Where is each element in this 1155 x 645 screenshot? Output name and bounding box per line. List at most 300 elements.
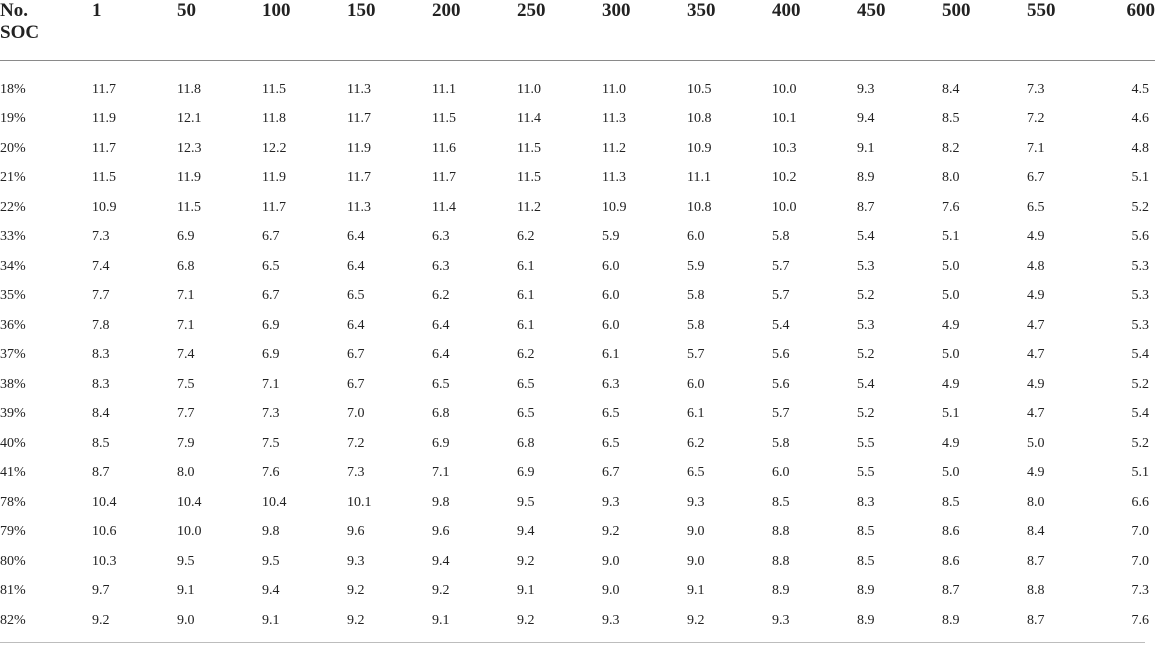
value-cell: 11.1: [432, 81, 456, 97]
value-cell: 10.8: [687, 111, 712, 127]
value-cell: 6.8: [177, 258, 195, 274]
value-cell: 11.3: [347, 199, 371, 215]
value-cell: 6.5: [347, 288, 365, 304]
column-header-cycle: 400: [772, 0, 857, 61]
value-cell: 9.3: [602, 494, 620, 510]
value-cell: 11.7: [432, 170, 456, 186]
value-cell: 10.4: [177, 494, 202, 510]
soc-label-cell: 18%: [0, 81, 26, 97]
value-cell: 5.9: [687, 258, 705, 274]
value-cell: 6.5: [687, 465, 705, 481]
column-header-cycle: 450: [857, 0, 942, 61]
value-cell: 10.6: [92, 524, 117, 540]
value-cell: 5.1: [942, 229, 960, 245]
value-cell: 6.8: [432, 406, 450, 422]
value-cell: 5.5: [857, 435, 875, 451]
value-cell: 8.2: [942, 140, 960, 156]
value-cell: 9.6: [432, 524, 450, 540]
value-cell: 8.0: [177, 465, 195, 481]
value-cell: 5.2: [857, 347, 875, 363]
value-cell: 9.1: [177, 583, 195, 599]
table-row: [0, 577, 1155, 607]
value-cell: 9.8: [432, 494, 450, 510]
value-cell: 6.9: [177, 229, 195, 245]
value-cell: 4.9: [1027, 465, 1045, 481]
value-cell: 6.5: [602, 406, 620, 422]
soc-label-cell: 81%: [0, 583, 26, 599]
value-cell: 11.3: [602, 170, 626, 186]
value-cell: 8.9: [772, 583, 790, 599]
value-cell: 6.0: [602, 317, 620, 333]
value-cell: 5.7: [772, 258, 790, 274]
value-cell: 8.3: [92, 347, 110, 363]
value-cell: 8.7: [942, 583, 960, 599]
value-cell: 12.2: [262, 140, 287, 156]
value-cell: 7.6: [942, 199, 960, 215]
table-row: [0, 370, 1155, 400]
value-cell: 6.5: [517, 376, 535, 392]
value-cell: 8.3: [92, 376, 110, 392]
value-cell: 6.5: [432, 376, 450, 392]
value-cell: 5.3: [1131, 258, 1149, 274]
value-cell: 11.4: [432, 199, 456, 215]
value-cell: 6.6: [1131, 494, 1149, 510]
value-cell: 6.5: [1027, 199, 1045, 215]
value-cell: 7.1: [1027, 140, 1045, 156]
value-cell: 9.0: [602, 583, 620, 599]
value-cell: 7.9: [177, 435, 195, 451]
value-cell: 10.0: [772, 81, 797, 97]
value-cell: 6.3: [432, 229, 450, 245]
value-cell: 5.3: [857, 258, 875, 274]
value-cell: 8.5: [942, 494, 960, 510]
value-cell: 5.6: [772, 347, 790, 363]
value-cell: 8.4: [92, 406, 110, 422]
value-cell: 9.2: [517, 612, 535, 628]
value-cell: 7.5: [262, 435, 280, 451]
value-cell: 9.5: [517, 494, 535, 510]
value-cell: 8.5: [857, 553, 875, 569]
value-cell: 7.1: [432, 465, 450, 481]
value-cell: 7.1: [262, 376, 280, 392]
column-header-cycle: 300: [602, 0, 687, 61]
soc-label-cell: 37%: [0, 347, 26, 363]
value-cell: 10.3: [92, 553, 117, 569]
value-cell: 6.1: [517, 288, 535, 304]
value-cell: 7.8: [92, 317, 110, 333]
table-row: [0, 223, 1155, 253]
value-cell: 4.8: [1131, 140, 1149, 156]
value-cell: 11.7: [92, 81, 116, 97]
value-cell: 9.0: [687, 524, 705, 540]
value-cell: 4.9: [1027, 376, 1045, 392]
value-cell: 4.8: [1027, 258, 1045, 274]
value-cell: 6.4: [347, 317, 365, 333]
value-cell: 8.0: [1027, 494, 1045, 510]
value-cell: 5.3: [857, 317, 875, 333]
value-cell: 5.7: [687, 347, 705, 363]
value-cell: 7.1: [177, 317, 195, 333]
value-cell: 5.2: [857, 406, 875, 422]
value-cell: 7.5: [177, 376, 195, 392]
value-cell: 6.5: [517, 406, 535, 422]
value-cell: 10.2: [772, 170, 797, 186]
value-cell: 4.7: [1027, 347, 1045, 363]
table-row: [0, 429, 1155, 459]
value-cell: 9.1: [432, 612, 450, 628]
value-cell: 5.4: [857, 229, 875, 245]
soc-label-cell: 38%: [0, 376, 26, 392]
value-cell: 10.9: [687, 140, 712, 156]
value-cell: 9.4: [517, 524, 535, 540]
column-header-cycle: 200: [432, 0, 517, 61]
soc-label-cell: 40%: [0, 435, 26, 451]
value-cell: 7.6: [1131, 612, 1149, 628]
value-cell: 5.5: [857, 465, 875, 481]
value-cell: 8.8: [772, 553, 790, 569]
value-cell: 7.2: [1027, 111, 1045, 127]
value-cell: 11.7: [347, 111, 371, 127]
value-cell: 10.1: [772, 111, 797, 127]
value-cell: 10.9: [602, 199, 627, 215]
value-cell: 9.4: [262, 583, 280, 599]
value-cell: 5.0: [942, 465, 960, 481]
value-cell: 8.5: [772, 494, 790, 510]
table-row: [0, 547, 1155, 577]
soc-label-cell: 82%: [0, 612, 26, 628]
value-cell: 11.5: [262, 81, 286, 97]
value-cell: 6.9: [262, 317, 280, 333]
value-cell: 9.6: [347, 524, 365, 540]
value-cell: 9.3: [602, 612, 620, 628]
value-cell: 5.8: [772, 435, 790, 451]
value-cell: 8.4: [942, 81, 960, 97]
value-cell: 11.5: [92, 170, 116, 186]
column-header-cycle: 50: [177, 0, 262, 61]
column-header-cycle: 600: [1112, 0, 1155, 61]
value-cell: 10.5: [687, 81, 712, 97]
value-cell: 5.7: [772, 288, 790, 304]
value-cell: 5.4: [1131, 347, 1149, 363]
value-cell: 8.5: [942, 111, 960, 127]
value-cell: 11.7: [92, 140, 116, 156]
value-cell: 7.7: [92, 288, 110, 304]
header-corner-no: No.: [0, 0, 28, 21]
value-cell: 9.1: [857, 140, 875, 156]
value-cell: 5.1: [1131, 170, 1149, 186]
value-cell: 5.3: [1131, 288, 1149, 304]
value-cell: 10.4: [262, 494, 287, 510]
value-cell: 6.0: [687, 229, 705, 245]
value-cell: 5.1: [1131, 465, 1149, 481]
value-cell: 7.3: [1131, 583, 1149, 599]
value-cell: 5.4: [772, 317, 790, 333]
soc-label-cell: 33%: [0, 229, 26, 245]
value-cell: 6.4: [432, 347, 450, 363]
value-cell: 11.3: [347, 81, 371, 97]
value-cell: 11.2: [602, 140, 626, 156]
value-cell: 6.7: [262, 229, 280, 245]
header-body-spacer: [0, 61, 1155, 76]
value-cell: 6.4: [347, 258, 365, 274]
value-cell: 7.4: [92, 258, 110, 274]
value-cell: 7.3: [347, 465, 365, 481]
value-cell: 11.5: [177, 199, 201, 215]
value-cell: 6.0: [687, 376, 705, 392]
value-cell: 6.7: [347, 376, 365, 392]
value-cell: 6.8: [517, 435, 535, 451]
value-cell: 5.7: [772, 406, 790, 422]
value-cell: 5.8: [687, 317, 705, 333]
value-cell: 11.9: [262, 170, 286, 186]
value-cell: 4.6: [1131, 111, 1149, 127]
value-cell: 8.7: [92, 465, 110, 481]
value-cell: 11.9: [177, 170, 201, 186]
value-cell: 8.9: [857, 170, 875, 186]
value-cell: 11.9: [347, 140, 371, 156]
value-cell: 7.6: [262, 465, 280, 481]
value-cell: 5.4: [857, 376, 875, 392]
table-row: [0, 311, 1155, 341]
value-cell: 9.2: [92, 612, 110, 628]
table-row: [0, 252, 1155, 282]
value-cell: 8.9: [857, 612, 875, 628]
value-cell: 11.3: [602, 111, 626, 127]
value-cell: 6.9: [432, 435, 450, 451]
value-cell: 8.8: [772, 524, 790, 540]
value-cell: 10.0: [772, 199, 797, 215]
value-cell: 6.5: [262, 258, 280, 274]
value-cell: 8.7: [1027, 553, 1045, 569]
value-cell: 6.7: [262, 288, 280, 304]
value-cell: 11.0: [602, 81, 626, 97]
value-cell: 6.5: [602, 435, 620, 451]
value-cell: 7.0: [1131, 524, 1149, 540]
value-cell: 8.7: [1027, 612, 1045, 628]
value-cell: 9.2: [432, 583, 450, 599]
value-cell: 9.2: [347, 583, 365, 599]
value-cell: 9.2: [687, 612, 705, 628]
value-cell: 11.5: [517, 170, 541, 186]
value-cell: 6.2: [517, 347, 535, 363]
value-cell: 7.3: [262, 406, 280, 422]
value-cell: 8.0: [942, 170, 960, 186]
value-cell: 9.1: [517, 583, 535, 599]
value-cell: 6.1: [602, 347, 620, 363]
value-cell: 6.9: [517, 465, 535, 481]
value-cell: 11.1: [687, 170, 711, 186]
value-cell: 7.0: [347, 406, 365, 422]
value-cell: 6.1: [517, 317, 535, 333]
value-cell: 11.5: [432, 111, 456, 127]
soc-label-cell: 21%: [0, 170, 26, 186]
value-cell: 5.8: [772, 229, 790, 245]
value-cell: 9.8: [262, 524, 280, 540]
value-cell: 8.9: [942, 612, 960, 628]
value-cell: 11.7: [347, 170, 371, 186]
value-cell: 4.5: [1131, 81, 1149, 97]
value-cell: 5.2: [857, 288, 875, 304]
table-row: [0, 341, 1155, 371]
value-cell: 12.1: [177, 111, 202, 127]
table-row: [0, 193, 1155, 223]
value-cell: 6.7: [602, 465, 620, 481]
value-cell: 8.6: [942, 524, 960, 540]
value-cell: 11.9: [92, 111, 116, 127]
column-header-cycle: 250: [517, 0, 602, 61]
value-cell: 6.0: [602, 288, 620, 304]
value-cell: 12.3: [177, 140, 202, 156]
value-cell: 11.5: [517, 140, 541, 156]
value-cell: 11.0: [517, 81, 541, 97]
value-cell: 5.9: [602, 229, 620, 245]
table-row: [0, 75, 1155, 105]
column-header-cycle: 1: [92, 0, 177, 61]
value-cell: 9.0: [177, 612, 195, 628]
value-cell: 5.0: [942, 347, 960, 363]
soc-label-cell: 79%: [0, 524, 26, 540]
value-cell: 9.7: [92, 583, 110, 599]
value-cell: 11.2: [517, 199, 541, 215]
value-cell: 8.9: [857, 583, 875, 599]
value-cell: 6.1: [687, 406, 705, 422]
column-header-cycle: 550: [1027, 0, 1112, 61]
value-cell: 6.3: [602, 376, 620, 392]
value-cell: 6.4: [432, 317, 450, 333]
value-cell: 5.0: [1027, 435, 1045, 451]
value-cell: 6.9: [262, 347, 280, 363]
soc-label-cell: 22%: [0, 199, 26, 215]
soc-label-cell: 80%: [0, 553, 26, 569]
header-corner-cell: [0, 0, 92, 61]
soc-label-cell: 35%: [0, 288, 26, 304]
value-cell: 6.7: [347, 347, 365, 363]
value-cell: 11.4: [517, 111, 541, 127]
value-cell: 9.5: [262, 553, 280, 569]
value-cell: 8.7: [857, 199, 875, 215]
table-row: [0, 606, 1155, 636]
soc-label-cell: 41%: [0, 465, 26, 481]
value-cell: 4.9: [942, 435, 960, 451]
value-cell: 5.0: [942, 258, 960, 274]
header-corner-soc: SOC: [0, 22, 40, 43]
value-cell: 5.3: [1131, 317, 1149, 333]
table-row: [0, 400, 1155, 430]
value-cell: 4.7: [1027, 406, 1045, 422]
value-cell: 10.4: [92, 494, 117, 510]
value-cell: 9.1: [262, 612, 280, 628]
value-cell: 11.7: [262, 199, 286, 215]
value-cell: 5.8: [687, 288, 705, 304]
value-cell: 6.4: [347, 229, 365, 245]
table-bottom-rule: [0, 642, 1145, 643]
value-cell: 5.0: [942, 288, 960, 304]
value-cell: 6.1: [517, 258, 535, 274]
value-cell: 11.6: [432, 140, 456, 156]
value-cell: 5.2: [1131, 199, 1149, 215]
column-header-cycle: 350: [687, 0, 772, 61]
value-cell: 9.3: [772, 612, 790, 628]
value-cell: 6.3: [432, 258, 450, 274]
value-cell: 6.0: [772, 465, 790, 481]
value-cell: 7.1: [177, 288, 195, 304]
table-header: [0, 0, 1155, 61]
soc-label-cell: 39%: [0, 406, 26, 422]
value-cell: 9.2: [347, 612, 365, 628]
value-cell: 7.2: [347, 435, 365, 451]
table-row: [0, 488, 1155, 518]
value-cell: 8.3: [857, 494, 875, 510]
value-cell: 6.7: [1027, 170, 1045, 186]
value-cell: 11.8: [177, 81, 201, 97]
value-cell: 9.3: [687, 494, 705, 510]
table-body: [0, 61, 1155, 636]
value-cell: 8.5: [92, 435, 110, 451]
value-cell: 5.6: [772, 376, 790, 392]
value-cell: 5.6: [1131, 229, 1149, 245]
value-cell: 10.0: [177, 524, 202, 540]
value-cell: 4.9: [942, 317, 960, 333]
value-cell: 8.4: [1027, 524, 1045, 540]
value-cell: 9.2: [517, 553, 535, 569]
value-cell: 4.9: [942, 376, 960, 392]
value-cell: 10.3: [772, 140, 797, 156]
value-cell: 8.8: [1027, 583, 1045, 599]
value-cell: 6.2: [687, 435, 705, 451]
value-cell: 9.5: [177, 553, 195, 569]
table-row: [0, 105, 1155, 135]
value-cell: 8.6: [942, 553, 960, 569]
table-row: [0, 518, 1155, 548]
table-row: [0, 282, 1155, 312]
value-cell: 11.8: [262, 111, 286, 127]
value-cell: 5.4: [1131, 406, 1149, 422]
value-cell: 7.3: [1027, 81, 1045, 97]
value-cell: 4.9: [1027, 288, 1045, 304]
table-row: [0, 134, 1155, 164]
column-header-cycle: 100: [262, 0, 347, 61]
value-cell: 7.0: [1131, 553, 1149, 569]
value-cell: 9.4: [432, 553, 450, 569]
value-cell: 6.2: [517, 229, 535, 245]
soc-label-cell: 78%: [0, 494, 26, 510]
value-cell: 9.1: [687, 583, 705, 599]
value-cell: 7.3: [92, 229, 110, 245]
value-cell: 9.3: [347, 553, 365, 569]
value-cell: 6.2: [432, 288, 450, 304]
column-header-cycle: 500: [942, 0, 1027, 61]
value-cell: 7.4: [177, 347, 195, 363]
value-cell: 5.2: [1131, 435, 1149, 451]
value-cell: 8.5: [857, 524, 875, 540]
value-cell: 10.8: [687, 199, 712, 215]
soc-label-cell: 20%: [0, 140, 26, 156]
value-cell: 5.2: [1131, 376, 1149, 392]
value-cell: 10.9: [92, 199, 117, 215]
value-cell: 4.9: [1027, 229, 1045, 245]
value-cell: 7.7: [177, 406, 195, 422]
soc-label-cell: 19%: [0, 111, 26, 127]
table-row: [0, 164, 1155, 194]
value-cell: 9.0: [687, 553, 705, 569]
value-cell: 9.0: [602, 553, 620, 569]
table-row: [0, 459, 1155, 489]
value-cell: 6.0: [602, 258, 620, 274]
value-cell: 9.4: [857, 111, 875, 127]
header-row: [0, 0, 1155, 61]
value-cell: 9.2: [602, 524, 620, 540]
value-cell: 5.1: [942, 406, 960, 422]
